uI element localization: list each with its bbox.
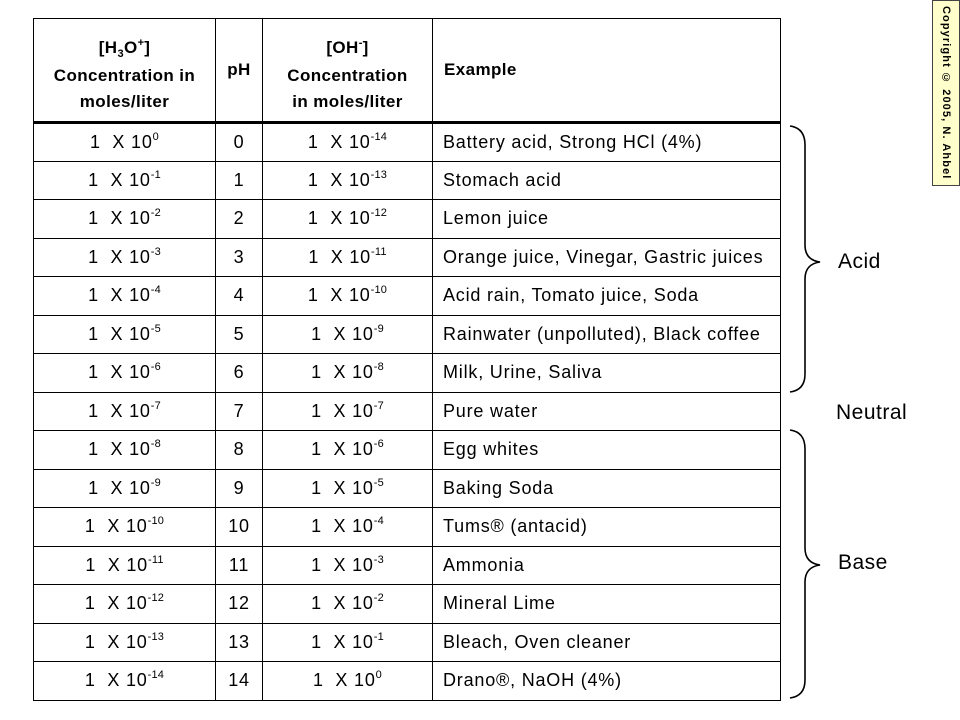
ph-cell: 6 [216, 354, 263, 393]
h3o-value: 1 X 10 [88, 169, 151, 190]
example-cell: Drano®, NaOH (4%) [433, 662, 781, 701]
oh-exponent: -10 [370, 284, 388, 297]
oh-value: 1 X 10 [307, 208, 371, 229]
h3o-value: 1 X 10 [88, 439, 151, 460]
table-row [34, 277, 781, 316]
h3o-cell [34, 508, 216, 547]
header-row [34, 19, 781, 123]
h3o-value: 1 X 10 [90, 131, 153, 152]
header-oh-formula [263, 35, 432, 63]
example-cell: Acid rain, Tomato juice, Soda [433, 277, 781, 316]
ph-cell: 2 [216, 200, 263, 239]
oh-value: 1 X 10 [311, 516, 374, 537]
example-cell: Milk, Urine, Saliva [433, 354, 781, 393]
table-row [34, 315, 781, 354]
table-row [34, 200, 781, 239]
h3o-cell [34, 585, 216, 624]
table-row [34, 238, 781, 277]
oh-cell [263, 623, 433, 662]
header-example: Example [433, 19, 781, 123]
header-oh-line2: Concentration [287, 66, 408, 85]
table-row [34, 431, 781, 470]
oh-value: 1 X 10 [313, 670, 376, 691]
h3o-exponent: -13 [147, 630, 165, 643]
table-row [34, 508, 781, 547]
oh-exponent: -14 [370, 130, 388, 143]
h3o-cell [34, 623, 216, 662]
header-h3o-concentration [34, 19, 216, 123]
h3o-cell [34, 546, 216, 585]
example-cell: Egg whites [433, 431, 781, 470]
oh-exponent: -3 [373, 553, 384, 566]
h3o-value: 1 X 10 [88, 208, 151, 229]
oh-value: 1 X 10 [311, 554, 374, 575]
oh-exponent: -6 [373, 438, 384, 451]
h3o-cell [34, 200, 216, 239]
neutral-label: Neutral [836, 401, 908, 424]
ph-cell: 4 [216, 277, 263, 316]
oh-cell [263, 354, 433, 393]
h3o-value: 1 X 10 [84, 593, 148, 614]
oh-cell [263, 123, 433, 162]
base-brace [790, 430, 820, 698]
h3o-exponent: -12 [147, 592, 165, 605]
oh-value: 1 X 10 [307, 285, 371, 306]
copyright-box [932, 0, 960, 186]
oh-exponent: -5 [373, 476, 384, 489]
h3o-cell [34, 354, 216, 393]
ph-cell: 0 [216, 123, 263, 162]
oh-exponent: -4 [373, 515, 384, 528]
h3o-value: 1 X 10 [88, 323, 151, 344]
h3o-value: 1 X 10 [88, 285, 151, 306]
header-ph: pH [216, 19, 263, 123]
h3o-exponent: -9 [150, 476, 161, 489]
formula-open: [OH [326, 38, 359, 57]
ph-table [33, 18, 781, 701]
formula-open: [H [98, 38, 118, 57]
oh-value: 1 X 10 [311, 400, 374, 421]
h3o-cell [34, 662, 216, 701]
ph-cell: 13 [216, 623, 263, 662]
h3o-exponent: -7 [150, 399, 161, 412]
oh-cell [263, 392, 433, 431]
acid-brace [790, 126, 820, 392]
h3o-cell [34, 238, 216, 277]
oh-cell [263, 546, 433, 585]
formula-superscript: + [137, 37, 145, 49]
h3o-cell [34, 431, 216, 470]
ph-cell: 9 [216, 469, 263, 508]
table-row [34, 662, 781, 701]
oh-value: 1 X 10 [308, 246, 371, 267]
header-h3o-line3: moles/liter [79, 92, 170, 111]
h3o-exponent: -14 [147, 669, 165, 682]
formula-subscript: 3 [117, 48, 124, 60]
copyright-text: Copyright © 2005, N. Ahbel [940, 6, 952, 180]
formula-close: ] [362, 38, 369, 57]
h3o-exponent: -4 [150, 284, 161, 297]
example-cell: Mineral Lime [433, 585, 781, 624]
table-row [34, 623, 781, 662]
table-row [34, 392, 781, 431]
example-cell: Bleach, Oven cleaner [433, 623, 781, 662]
oh-exponent: -12 [370, 207, 388, 220]
h3o-exponent: 0 [152, 130, 159, 143]
table-row [34, 123, 781, 162]
h3o-exponent: -3 [150, 245, 161, 258]
h3o-cell [34, 161, 216, 200]
oh-exponent: -9 [373, 322, 384, 335]
oh-exponent: -8 [373, 361, 384, 374]
oh-cell [263, 277, 433, 316]
oh-cell [263, 238, 433, 277]
h3o-value: 1 X 10 [84, 670, 148, 691]
oh-cell [263, 585, 433, 624]
table-row [34, 469, 781, 508]
ph-cell: 5 [216, 315, 263, 354]
oh-cell [263, 431, 433, 470]
example-cell: Ammonia [433, 546, 781, 585]
example-cell: Orange juice, Vinegar, Gastric juices [433, 238, 781, 277]
oh-value: 1 X 10 [311, 362, 374, 383]
h3o-exponent: -1 [150, 168, 161, 181]
oh-exponent: -2 [373, 592, 384, 605]
header-oh-concentration [263, 19, 433, 123]
h3o-cell [34, 392, 216, 431]
oh-cell [263, 662, 433, 701]
oh-value: 1 X 10 [307, 131, 371, 152]
oh-cell [263, 469, 433, 508]
ph-cell: 10 [216, 508, 263, 547]
example-cell: Rainwater (unpolluted), Black coffee [433, 315, 781, 354]
oh-value: 1 X 10 [311, 631, 374, 652]
acid-label: Acid [838, 250, 881, 273]
example-cell: Stomach acid [433, 161, 781, 200]
ph-cell: 11 [216, 546, 263, 585]
header-h3o-formula [34, 35, 215, 63]
oh-value: 1 X 10 [307, 169, 371, 190]
oh-exponent: -1 [373, 630, 384, 643]
oh-cell [263, 508, 433, 547]
ph-cell: 3 [216, 238, 263, 277]
oh-value: 1 X 10 [311, 439, 374, 460]
table-row [34, 585, 781, 624]
table-row [34, 161, 781, 200]
ph-cell: 7 [216, 392, 263, 431]
formula-close: ] [144, 38, 151, 57]
base-label: Base [838, 551, 888, 574]
example-cell: Pure water [433, 392, 781, 431]
h3o-exponent: -5 [150, 322, 161, 335]
table-body [34, 123, 781, 701]
oh-cell [263, 200, 433, 239]
oh-exponent: -13 [370, 168, 388, 181]
h3o-value: 1 X 10 [88, 477, 151, 498]
formula-mid: O [123, 38, 138, 57]
h3o-cell [34, 123, 216, 162]
h3o-cell [34, 469, 216, 508]
h3o-value: 1 X 10 [84, 516, 148, 537]
header-h3o-line2: Concentration in [53, 66, 196, 85]
h3o-value: 1 X 10 [85, 554, 148, 575]
h3o-value: 1 X 10 [88, 246, 151, 267]
h3o-value: 1 X 10 [88, 362, 151, 383]
table-row [34, 354, 781, 393]
h3o-exponent: -2 [150, 207, 161, 220]
oh-cell [263, 315, 433, 354]
h3o-cell [34, 277, 216, 316]
oh-cell [263, 161, 433, 200]
oh-exponent: 0 [375, 669, 382, 682]
oh-exponent: -11 [370, 245, 387, 258]
oh-exponent: -7 [373, 399, 384, 412]
oh-value: 1 X 10 [311, 593, 374, 614]
h3o-exponent: -11 [147, 553, 164, 566]
table-row [34, 546, 781, 585]
ph-cell: 12 [216, 585, 263, 624]
example-cell: Battery acid, Strong HCl (4%) [433, 123, 781, 162]
h3o-value: 1 X 10 [88, 400, 151, 421]
h3o-exponent: -6 [150, 361, 161, 374]
example-cell: Tums® (antacid) [433, 508, 781, 547]
formula-superscript: - [358, 37, 363, 49]
header-oh-line3: in moles/liter [292, 92, 403, 111]
h3o-exponent: -10 [147, 515, 165, 528]
example-cell: Baking Soda [433, 469, 781, 508]
ph-cell: 8 [216, 431, 263, 470]
h3o-value: 1 X 10 [84, 631, 148, 652]
h3o-cell [34, 315, 216, 354]
oh-value: 1 X 10 [311, 323, 374, 344]
example-cell: Lemon juice [433, 200, 781, 239]
ph-cell: 1 [216, 161, 263, 200]
ph-cell: 14 [216, 662, 263, 701]
h3o-exponent: -8 [150, 438, 161, 451]
oh-value: 1 X 10 [311, 477, 374, 498]
